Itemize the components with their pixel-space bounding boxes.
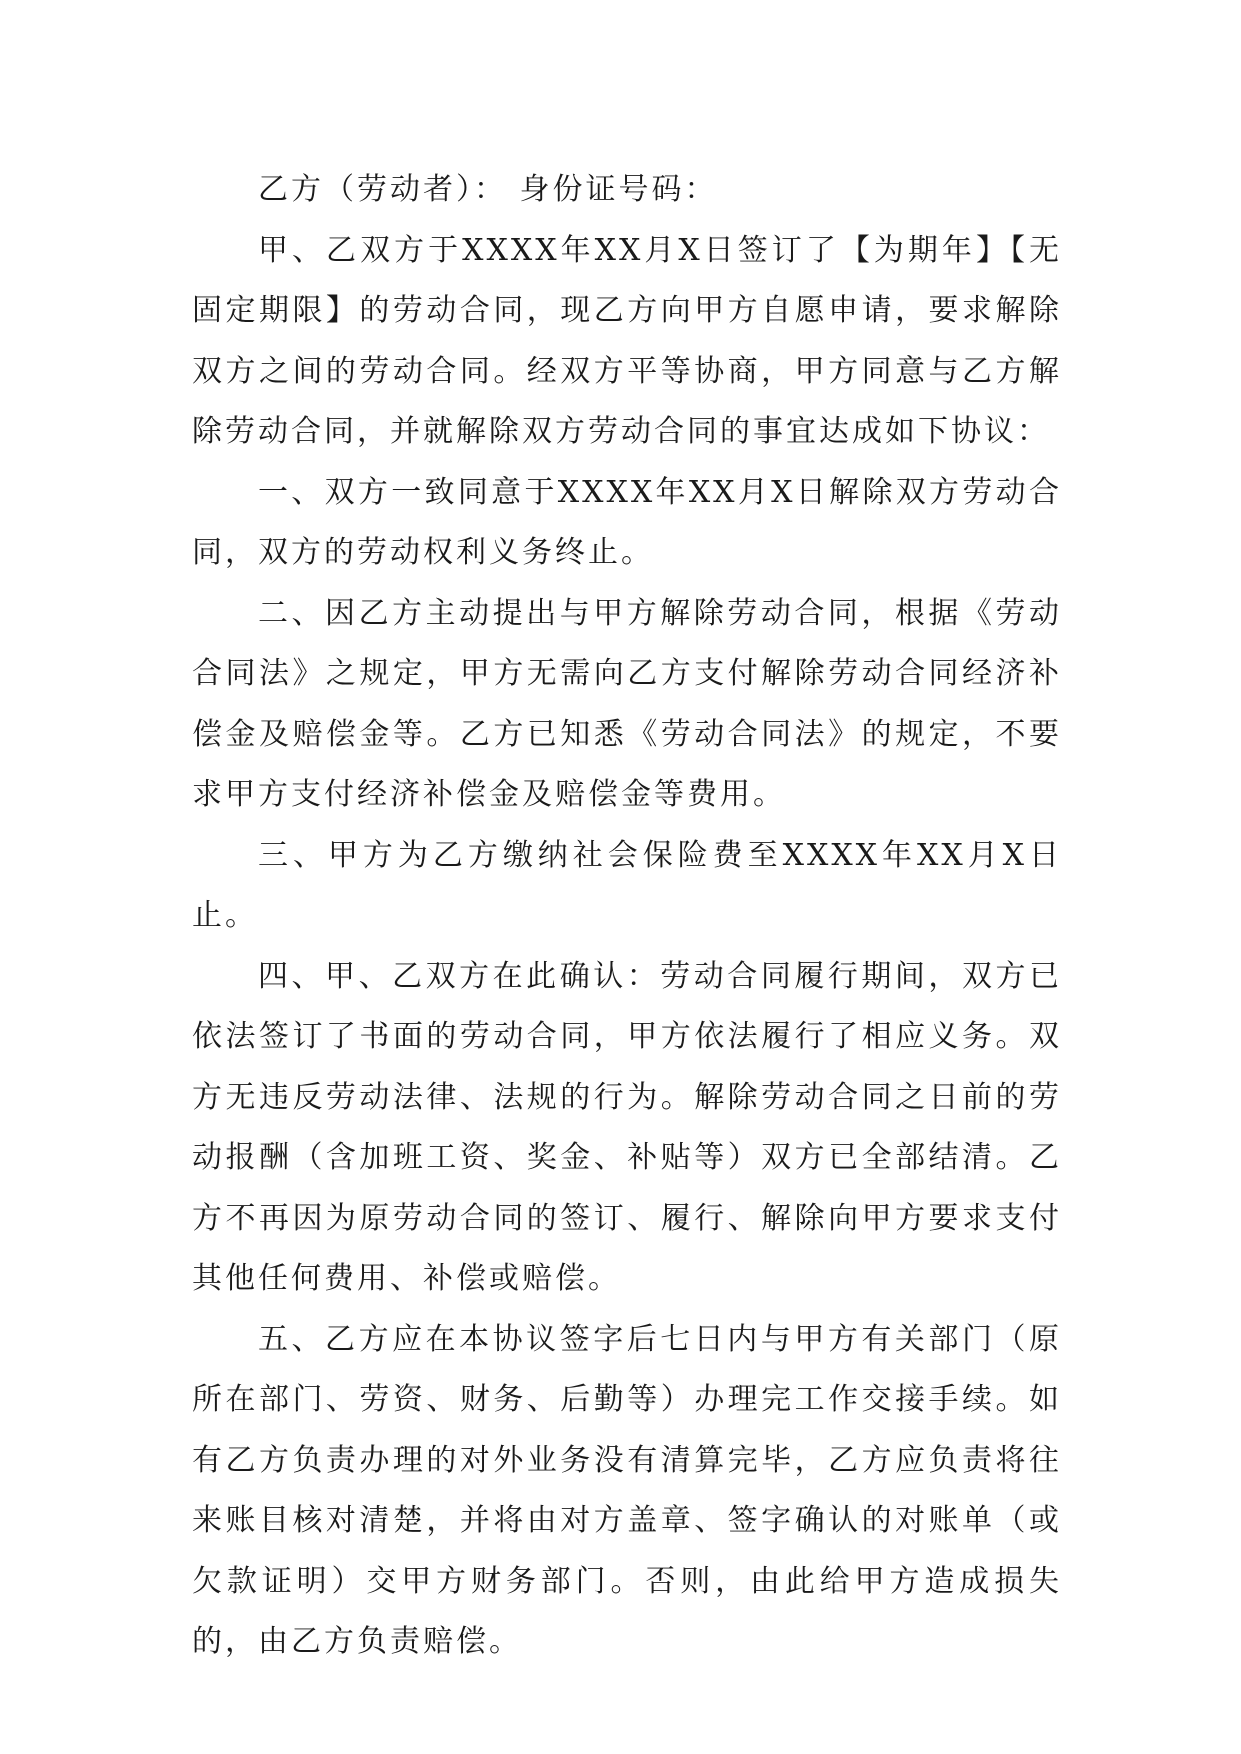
- document-body: [192, 160, 1062, 1673]
- clause-4: 四、甲、乙双方在此确认：劳动合同履行期间，双方已依法签订了书面的劳动合同，甲方依法履行了相应义务。双方无违反劳动法律、法规的行为。解除劳动合同之日前的劳动报酬（含加班工资、奖金、补贴等）双方已全部结清。乙方不再因为原劳动合同的签订、履行、解除向甲方要求支付其他任何费用、补偿或赔偿。: [192, 958, 1062, 1296]
- clause-2: 二、因乙方主动提出与甲方解除劳动合同，根据《劳动合同法》之规定，甲方无需向乙方支付解除劳动合同经济补偿金及赔偿金等。乙方已知悉《劳动合同法》的规定，不要求甲方支付经济补偿金及赔偿金等费用。: [192, 595, 1062, 812]
- party-b-info-line: 乙方（劳动者）： 身份证号码：: [258, 172, 718, 207]
- clause-5: 五、乙方应在本协议签字后七日内与甲方有关部门（原所在部门、劳资、财务、后勤等）办理完工作交接手续。如有乙方负责办理的对外业务没有清算完毕，乙方应负责将往来账目核对清楚，并将由对方盖章、签字确认的对账单（或欠款证明）交甲方财务部门。否则，由此给甲方造成损失的，由乙方负责赔偿。: [192, 1321, 1062, 1659]
- agreement-preamble: 甲、乙双方于XXXX年XX月X日签订了【为期年】【无固定期限】的劳动合同，现乙方向甲方自愿申请，要求解除双方之间的劳动合同。经双方平等协商，甲方同意与乙方解除劳动合同，并就解除双方劳动合同的事宜达成如下协议：: [192, 232, 1062, 449]
- clause-1: 一、双方一致同意于XXXX年XX月X日解除双方劳动合同，双方的劳动权利义务终止。: [192, 474, 1062, 570]
- clause-3: 三、甲方为乙方缴纳社会保险费至XXXX年XX月X日止。: [192, 837, 1062, 933]
